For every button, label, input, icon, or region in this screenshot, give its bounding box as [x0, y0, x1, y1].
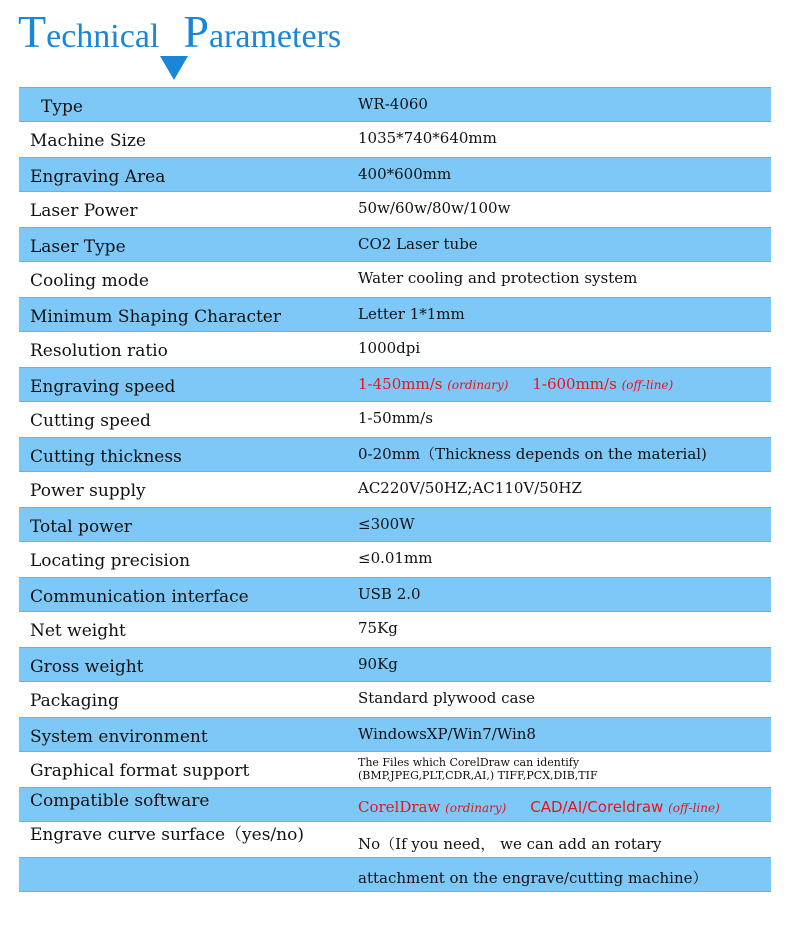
- table-row: [19, 717, 771, 752]
- row-label: Gross weight: [30, 657, 144, 677]
- parameters-table: [19, 87, 771, 892]
- row-label: Locating precision: [30, 551, 191, 571]
- row-label: Total power: [30, 517, 132, 537]
- row-label: Engraving Area: [30, 167, 166, 187]
- table-row: [19, 227, 771, 262]
- row-label: Resolution ratio: [30, 341, 168, 361]
- row-value: ≤0.01mm: [358, 549, 433, 567]
- row-label: Laser Power: [30, 201, 138, 221]
- row-label: Communication interface: [30, 587, 249, 607]
- row-label: Machine Size: [30, 131, 146, 151]
- row-value: ≤300W: [358, 515, 415, 533]
- row-value: CO2 Laser tube: [358, 235, 478, 253]
- software-ordinary-note: (ordinary): [445, 801, 507, 815]
- row-value: WindowsXP/Win7/Win8: [358, 725, 536, 743]
- software-offline-value: CAD/AI/Coreldraw: [530, 798, 664, 816]
- row-value: 1000dpi: [358, 339, 421, 357]
- table-row: [19, 367, 771, 402]
- row-value-speeds: [358, 374, 673, 395]
- table-row: [19, 752, 771, 787]
- row-label: Minimum Shaping Character: [30, 307, 281, 327]
- table-row: [19, 122, 771, 157]
- curve-line-1: No（If you need， we can add an rotary: [358, 835, 662, 853]
- row-value: 1-50mm/s: [358, 409, 433, 427]
- table-row: [19, 822, 771, 892]
- row-value: USB 2.0: [358, 585, 421, 603]
- row-label: Cutting thickness: [30, 447, 182, 467]
- row-value: 400*600mm: [358, 165, 452, 183]
- table-row: [19, 542, 771, 577]
- title-word-technical: echnical: [46, 18, 160, 55]
- table-row: [19, 402, 771, 437]
- row-label: Laser Type: [30, 237, 126, 257]
- table-row: [19, 472, 771, 507]
- row-label: Packaging: [30, 691, 119, 711]
- triangle-down-icon: [160, 56, 188, 80]
- speed-ordinary-note: (ordinary): [447, 378, 509, 392]
- title-word-parameters: arameters: [208, 18, 342, 55]
- table-row: [19, 87, 771, 122]
- speed-offline-note: (off-line): [621, 378, 674, 392]
- speed-offline-value: 1-600mm/s: [532, 375, 617, 393]
- table-row: [19, 682, 771, 717]
- row-value: AC220V/50HZ;AC110V/50HZ: [358, 479, 582, 497]
- curve-line-2: attachment on the engrave/cutting machine）: [358, 869, 708, 887]
- row-value: 75Kg: [358, 619, 398, 637]
- page-title: [18, 6, 342, 59]
- row-label: System environment: [30, 727, 208, 747]
- row-label: Compatible software: [30, 791, 210, 811]
- table-row: [19, 437, 771, 472]
- row-value: 1035*740*640mm: [358, 129, 497, 147]
- row-value: Letter 1*1mm: [358, 305, 465, 323]
- row-value: Water cooling and protection system: [358, 269, 638, 287]
- row-value-software: [358, 797, 720, 818]
- table-row: [19, 157, 771, 192]
- title-initial-p: P: [183, 6, 209, 57]
- table-row: [19, 262, 771, 297]
- software-ordinary-value: CorelDraw: [358, 798, 441, 816]
- formats-line-1: The Files which CorelDraw can identify: [358, 756, 580, 769]
- row-value: WR-4060: [358, 95, 428, 113]
- row-label: Graphical format support: [30, 761, 250, 781]
- row-value-formats: [358, 756, 598, 782]
- row-value: 0-20mm（Thickness depends on the material): [358, 445, 707, 463]
- row-label: Type: [41, 97, 83, 117]
- table-row: [19, 297, 771, 332]
- row-value: Standard plywood case: [358, 689, 536, 707]
- row-label: Cooling mode: [30, 271, 149, 291]
- table-row: [19, 612, 771, 647]
- title-initial-t: T: [18, 6, 47, 57]
- table-row: [19, 332, 771, 367]
- speed-ordinary-value: 1-450mm/s: [358, 375, 443, 393]
- table-row: [19, 577, 771, 612]
- row-value: 50w/60w/80w/100w: [358, 199, 511, 217]
- row-label: Engrave curve surface（yes/no): [30, 825, 304, 845]
- formats-line-2: (BMP,JPEG,PLT,CDR,AI,) TIFF,PCX,DIB,TIF: [358, 769, 598, 782]
- table-row: [19, 647, 771, 682]
- row-label: Power supply: [30, 481, 146, 501]
- table-row: [19, 192, 771, 227]
- table-row: [19, 507, 771, 542]
- row-label: Engraving speed: [30, 377, 176, 397]
- row-label: Cutting speed: [30, 411, 151, 431]
- row-label: Net weight: [30, 621, 126, 641]
- row-value: 90Kg: [358, 655, 398, 673]
- table-row: [19, 787, 771, 822]
- software-offline-note: (off-line): [668, 801, 720, 815]
